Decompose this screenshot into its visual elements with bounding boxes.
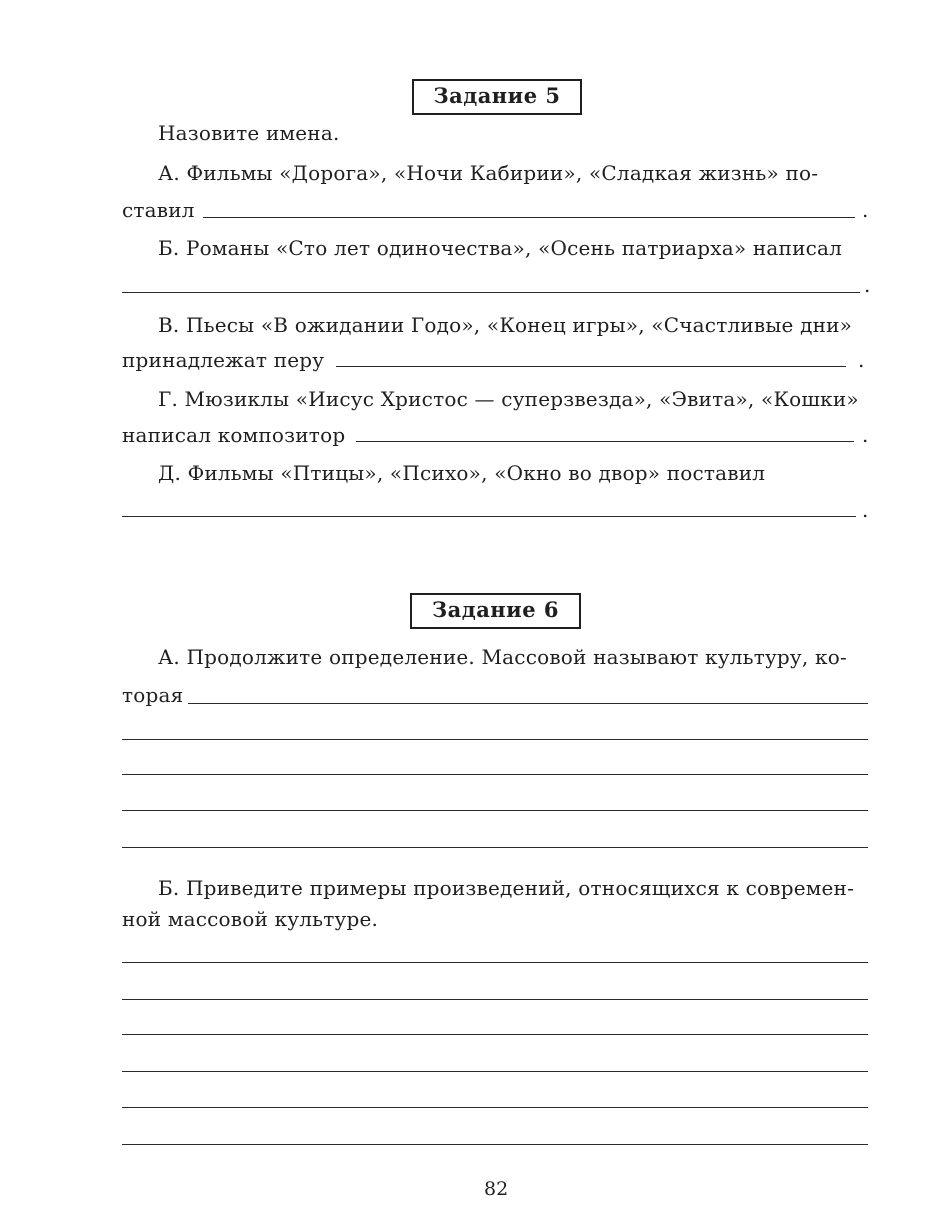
task5-a-period: .	[862, 198, 869, 222]
task5-g-text-line2: написал композитор	[122, 423, 346, 447]
task5-intro: Назовите имена.	[158, 121, 340, 145]
task6-a-text-line2: торая	[122, 683, 184, 707]
task5-v-period: .	[858, 348, 865, 372]
task6-b-text-line1: Б. Приведите примеры произведений, относящихся к современ-	[158, 876, 855, 900]
task5-heading: Задание 5	[412, 79, 582, 115]
task6-b-answer-line-1[interactable]	[122, 962, 868, 963]
task5-b-text-line1: Б. Романы «Сто лет одиночества», «Осень патриарха» написал	[158, 236, 843, 260]
task6-b-answer-line-4[interactable]	[122, 1071, 868, 1072]
task6-a-text-line1: А. Продолжите определение. Массовой называют культуру, ко-	[158, 645, 847, 669]
task5-d-text-line1: Д. Фильмы «Птицы», «Психо», «Окно во двор» поставил	[158, 461, 766, 485]
task6-b-answer-line-3[interactable]	[122, 1034, 868, 1035]
task5-d-period: .	[862, 498, 869, 522]
task6-a-answer-line-5[interactable]	[122, 847, 868, 848]
task5-a-text-line1: А. Фильмы «Дорога», «Ночи Кабирии», «Сладкая жизнь» по-	[158, 161, 819, 185]
task6-a-answer-line-2[interactable]	[122, 739, 868, 740]
task5-v-text-line2: принадлежат перу	[122, 348, 325, 372]
task5-d-answer-line[interactable]	[122, 516, 856, 517]
page-number: 82	[484, 1178, 509, 1200]
task6-b-answer-line-6[interactable]	[122, 1144, 868, 1145]
task6-b-answer-line-2[interactable]	[122, 999, 868, 1000]
task5-g-text-line1: Г. Мюзиклы «Иисус Христос — суперзвезда», «Эвита», «Кошки»	[158, 387, 859, 411]
task6-b-text-line2: ной массовой культуре.	[122, 907, 379, 931]
task5-b-answer-line[interactable]	[122, 292, 860, 293]
task5-g-period: .	[862, 423, 869, 447]
task5-a-text-line2: ставил	[122, 198, 195, 222]
task5-b-period: .	[864, 273, 871, 297]
task6-a-answer-line-4[interactable]	[122, 810, 868, 811]
task6-heading: Задание 6	[410, 593, 581, 629]
task6-a-answer-line-1[interactable]	[188, 703, 868, 704]
task5-v-text-line1: В. Пьесы «В ожидании Годо», «Конец игры», «Счастливые дни»	[158, 313, 853, 337]
task6-a-answer-line-3[interactable]	[122, 774, 868, 775]
task6-b-answer-line-5[interactable]	[122, 1107, 868, 1108]
task5-v-answer-line[interactable]	[336, 366, 846, 367]
task5-g-answer-line[interactable]	[356, 441, 854, 442]
task5-a-answer-line[interactable]	[203, 217, 855, 218]
